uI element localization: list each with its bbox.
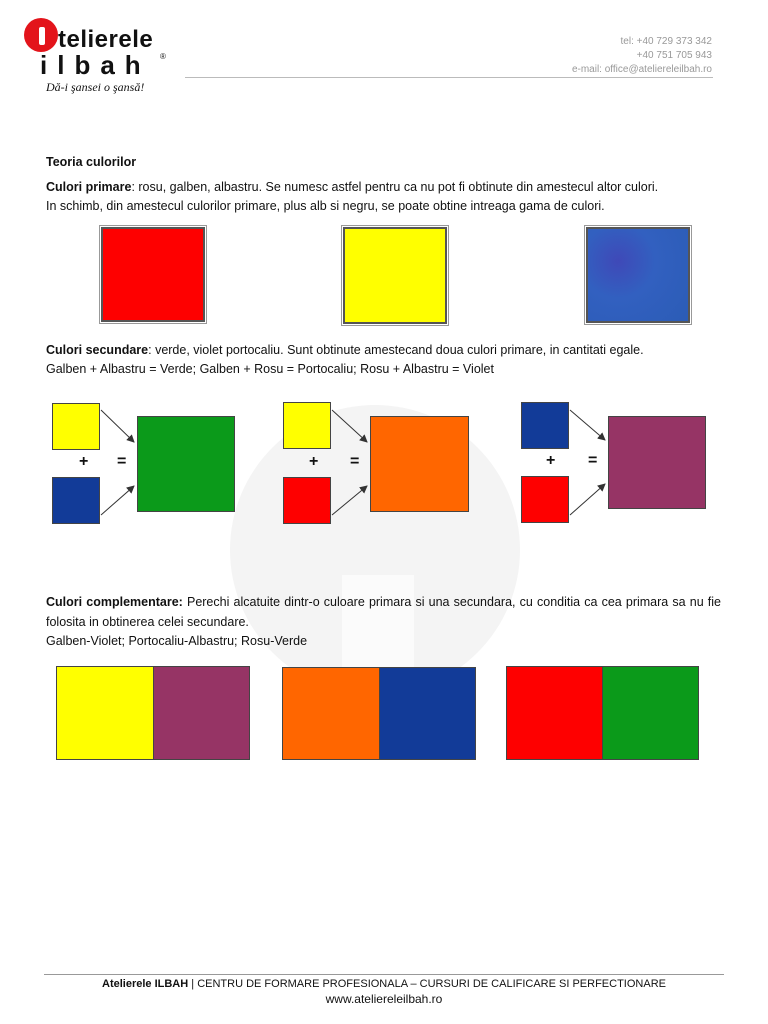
mix1-plus: +: [79, 453, 89, 470]
mix3-arrow-bottom: [570, 484, 605, 515]
comp2-orange-square: [282, 667, 380, 760]
footer-divider: [44, 974, 724, 975]
footer-company: Atelierele ILBAH: [102, 978, 189, 990]
mix1-arrow-top: [101, 410, 134, 442]
page-title: Teoria culorilor: [46, 155, 137, 169]
footer-separator: |: [188, 978, 198, 990]
secondary-formula: Galben + Albastru = Verde; Galben + Rosu = Portocaliu; Rosu + Albastru = Violet: [46, 362, 494, 376]
mix1-arrow-bottom: [101, 486, 134, 515]
mix2-arrow-bottom: [332, 486, 367, 515]
primary-text: : rosu, galben, albastru. Se numesc astfel pentru ca nu pot fi obtinute din amestecul altor culori.: [131, 180, 659, 194]
comp2-blue-square: [379, 667, 476, 760]
complementary-paragraph: [46, 592, 721, 632]
comp1-yellow-square: [56, 666, 154, 760]
comp3-red-square: [506, 666, 603, 760]
slogan: Dă-i şansei o şansă!: [46, 80, 145, 94]
mix3-arrow-top: [570, 410, 605, 440]
mix2-equals: =: [350, 453, 360, 470]
complementary-pairs: Galben-Violet; Portocaliu-Albastru; Rosu-Verde: [46, 634, 308, 648]
mix1-equals: =: [117, 453, 127, 470]
primary-label: Culori primare: [46, 180, 132, 194]
logo-line2: ilbah: [40, 50, 151, 80]
comp1-violet-square: [153, 666, 250, 760]
secondary-label: Culori secundare: [46, 343, 149, 357]
mix2-plus: +: [309, 453, 319, 470]
secondary-text: : verde, violet portocaliu. Sunt obtinute amestecand doua culori primare, in cantitati egale.: [148, 343, 644, 357]
comp3-green-square: [602, 666, 699, 760]
footer-description: CENTRU DE FORMARE PROFESIONALA – CURSURI DE CALIFICARE SI PERFECTIONARE: [197, 978, 666, 990]
registered-mark: ®: [160, 52, 166, 61]
logo-line1: telierele: [58, 26, 154, 53]
footer-website[interactable]: www.ateliereleilbah.ro: [325, 992, 443, 1006]
mix3-equals: =: [588, 452, 598, 469]
mix2-arrow-top: [332, 410, 367, 442]
email[interactable]: e-mail: office@ateliereleilbah.ro: [571, 64, 712, 75]
footer-line-1: [0, 978, 768, 990]
phone-2: +40 751 705 943: [636, 50, 712, 61]
complementary-text: Perechi alcatuite dintr-o culoare primara si una secundara, cu conditia ca cea primara sa nu fie folosita in obtinerea celei secundare.: [46, 595, 722, 629]
phone-1: tel: +40 729 373 342: [620, 36, 712, 47]
primary-text-2: In schimb, din amestecul culorilor primare, plus alb si negru, se poate obtine intreaga gama de culori.: [46, 199, 605, 213]
complementary-label: Culori complementare:: [46, 595, 183, 609]
mix3-plus: +: [546, 452, 556, 469]
